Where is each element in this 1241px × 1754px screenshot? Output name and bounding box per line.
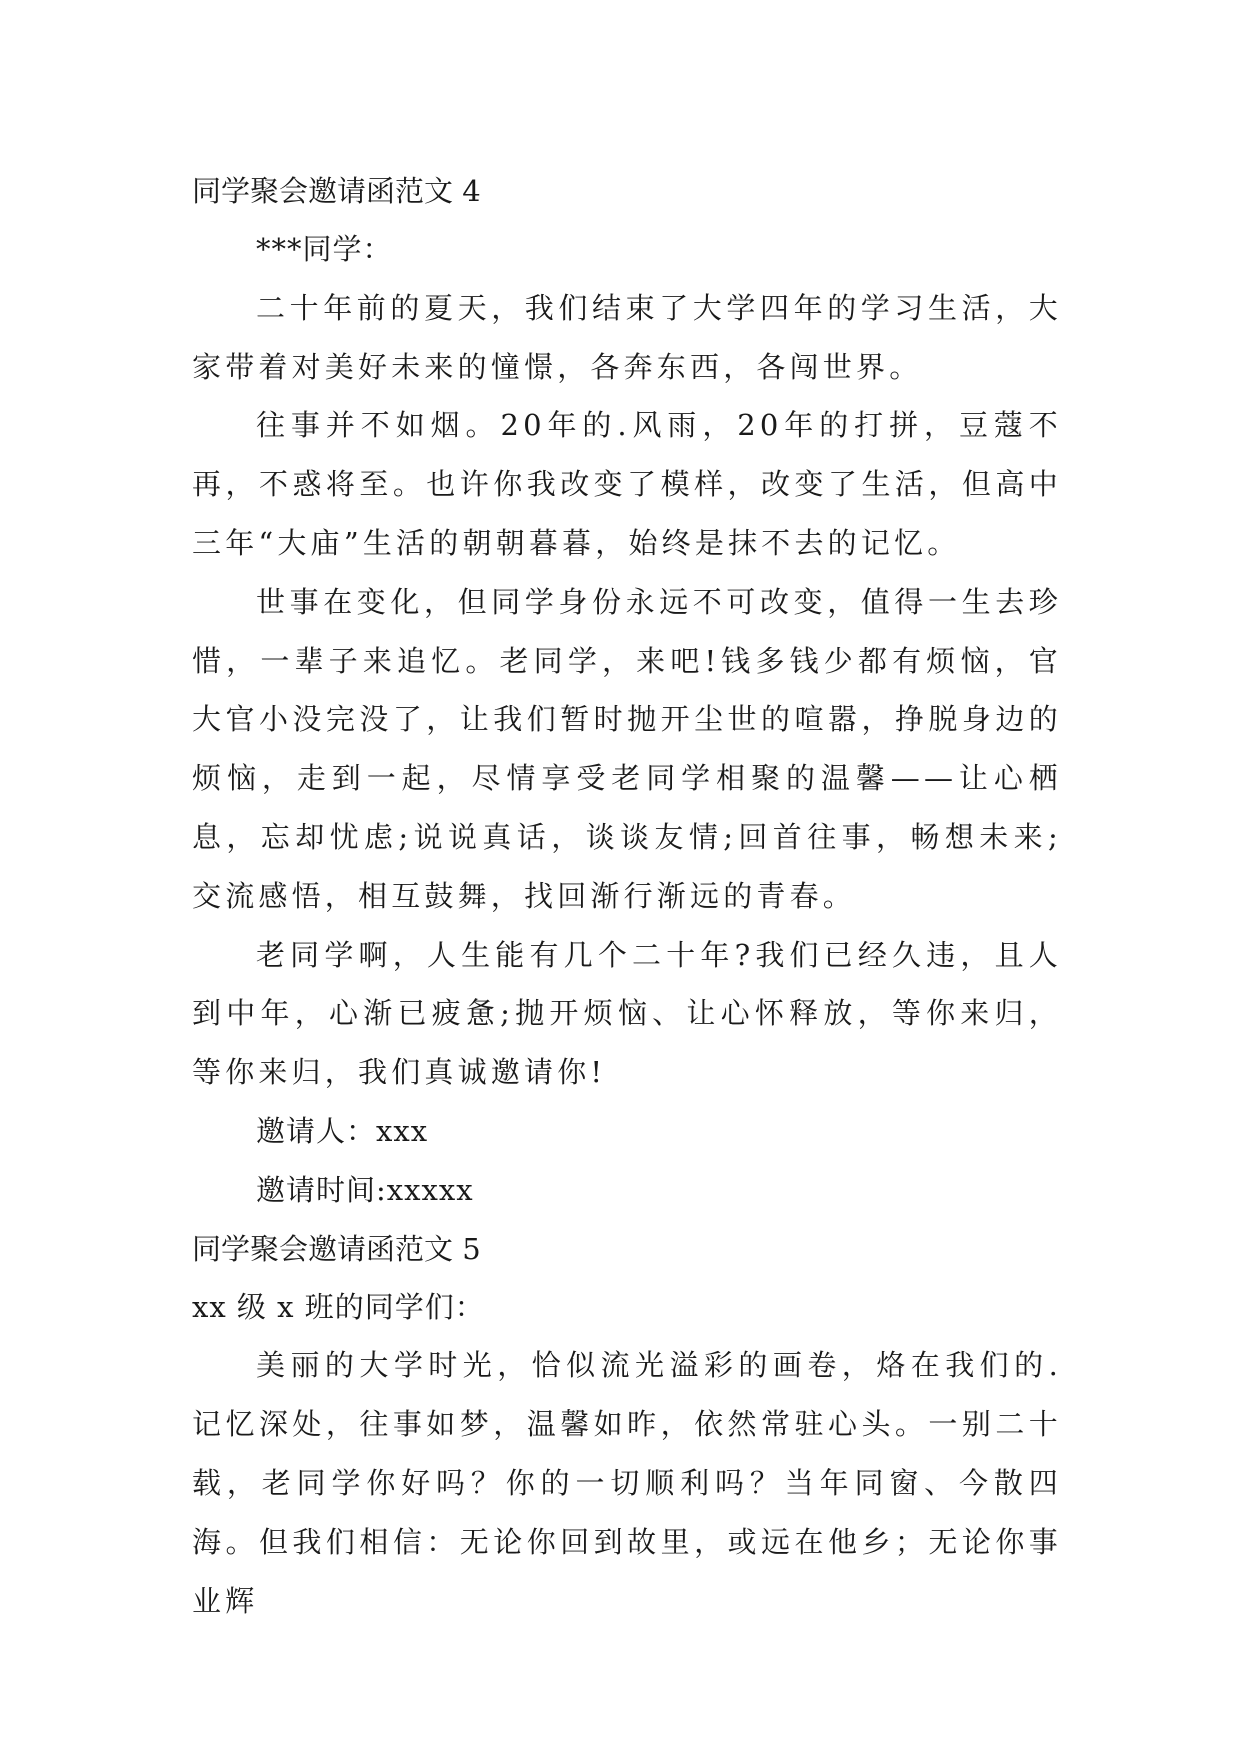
section-4-invite-time: 邀请时间:xxxxx	[256, 1172, 474, 1207]
section-4-paragraph-2: 往事并不如烟。20年的.风雨，20年的打拼，豆蔻不再，不惑将至。也许你我改变了模样，改变了生活，但高中三年“大庙”生活的朝朝暮暮，始终是抹不去的记忆。	[192, 408, 1062, 560]
section-4-paragraph-3: 世事在变化，但同学身份永远不可改变，值得一生去珍惜，一辈子来追忆。老同学，来吧!钱多钱少都有烦恼，官大官小没完没了，让我们暂时抛开尘世的喧嚣，挣脱身边的烦恼，走到一起，尽情享受老同学相聚的温馨——让心栖息，忘却忧虑;说说真话，谈谈友情;回首往事，畅想未来;交流感悟，相互鼓舞，找回渐行渐远的青春。	[192, 584, 1062, 913]
document-body	[192, 162, 1062, 1630]
section-5-salutation: xx 级 x 班的同学们：	[192, 1289, 485, 1324]
section-4-inviter: 邀请人：xxx	[256, 1113, 429, 1148]
section-5-title: 同学聚会邀请函范文 5	[192, 1231, 481, 1266]
section-4-title: 同学聚会邀请函范文 4	[192, 174, 481, 208]
section-4-paragraph-1: 二十年前的夏天，我们结束了大学四年的学习生活，大家带着对美好未来的憧憬，各奔东西，各闯世界。	[192, 290, 1062, 384]
section-5-paragraph-1: 美丽的大学时光，恰似流光溢彩的画卷，烙在我们的.记忆深处，往事如梦，温馨如昨，依然常驻心头。一别二十载，老同学你好吗？你的一切顺利吗？当年同窗、今散四海。但我们相信：无论你回到故里，或远在他乡；无论你事业辉	[192, 1348, 1062, 1618]
section-4-salutation: ***同学：	[256, 232, 393, 266]
section-4-paragraph-4: 老同学啊，人生能有几个二十年?我们已经久违，且人到中年，心渐已疲惫;抛开烦恼、让心怀释放，等你来归，等你来归，我们真诚邀请你!	[192, 937, 1062, 1090]
